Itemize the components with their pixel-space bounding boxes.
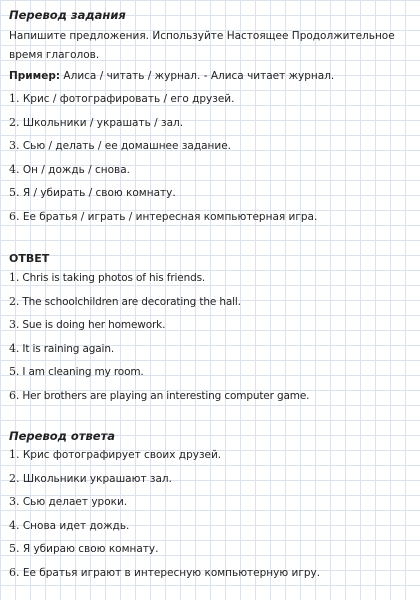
answer-translation-title: Перевод ответа <box>9 429 115 443</box>
item-text: I am cleaning my room. <box>19 366 144 378</box>
list-item <box>9 495 413 509</box>
list-item <box>9 210 413 224</box>
list-item <box>9 295 413 309</box>
list-item <box>9 139 413 153</box>
item-text: Школьники украшают зал. <box>19 472 172 485</box>
list-item <box>9 318 413 332</box>
item-text: It is raining again. <box>19 342 115 355</box>
item-text: Ее братья играют в интересную компьютерную игру. <box>19 566 321 579</box>
item-text: Ее братья / играть / интересная компьютерная игра. <box>19 210 318 223</box>
item-number: 4. <box>9 341 20 355</box>
list-item <box>9 448 413 462</box>
item-text: Я / убирать / свою комнату. <box>19 187 176 199</box>
item-number: 6. <box>9 565 20 579</box>
example-label: Пример: <box>9 70 61 82</box>
list-item <box>9 271 413 285</box>
task-section <box>9 7 413 224</box>
item-number: 2. <box>9 471 20 485</box>
item-text: Сью / делать / ее домашнее задание. <box>19 140 232 152</box>
task-list <box>9 92 413 224</box>
list-item <box>9 342 413 356</box>
section-spacer <box>9 412 413 428</box>
list-item <box>9 186 413 200</box>
item-number: 3. <box>9 495 20 508</box>
item-text: Крис фотографирует своих друзей. <box>19 449 222 461</box>
item-number: 6. <box>9 209 20 223</box>
item-number: 3. <box>9 318 20 331</box>
item-number: 2. <box>9 115 20 129</box>
list-item <box>9 163 413 177</box>
document-page <box>9 7 413 589</box>
answer-translation-section <box>9 428 413 580</box>
item-text: Снова идет дождь. <box>19 519 130 532</box>
list-item <box>9 542 413 556</box>
item-number: 4. <box>9 518 20 532</box>
item-text: Он / дождь / снова. <box>19 163 131 176</box>
item-text: Her brothers are playing an interesting computer game. <box>19 389 310 402</box>
item-number: 1. <box>9 448 20 461</box>
list-item <box>9 472 413 486</box>
list-item <box>9 566 413 580</box>
item-number: 5. <box>9 365 20 378</box>
item-number: 3. <box>9 139 20 152</box>
list-item <box>9 92 413 106</box>
list-item <box>9 365 413 379</box>
item-number: 1. <box>9 92 20 105</box>
list-item <box>9 116 413 130</box>
item-text: Я убираю свою комнату. <box>19 543 159 555</box>
list-item <box>9 519 413 533</box>
item-number: 4. <box>9 162 20 176</box>
item-text: Sue is doing her homework. <box>19 319 166 331</box>
task-example <box>9 68 413 84</box>
example-text: Алиса / читать / журнал. - Алиса читает журнал. <box>60 70 335 82</box>
item-text: Chris is taking photos of his friends. <box>19 272 206 284</box>
list-item <box>9 389 413 403</box>
answer-translation-list <box>9 448 413 580</box>
item-number: 1. <box>9 271 20 284</box>
section-spacer <box>9 233 413 251</box>
item-text: Крис / фотографировать / его друзей. <box>19 93 235 105</box>
task-title: Перевод задания <box>9 8 126 22</box>
item-text: Сью делает уроки. <box>19 496 128 508</box>
task-instruction: Напишите предложения. Используйте Настоящее Продолжительное время глаголов. <box>9 30 395 61</box>
item-number: 5. <box>9 542 20 555</box>
answer-list <box>9 271 413 403</box>
item-text: Школьники / украшать / зал. <box>19 116 184 129</box>
item-number: 6. <box>9 388 20 402</box>
item-text: The schoolchildren are decorating the hall. <box>19 295 241 308</box>
answer-section <box>9 251 413 403</box>
item-number: 2. <box>9 294 20 308</box>
item-number: 5. <box>9 186 20 199</box>
answer-title: ОТВЕТ <box>9 252 50 265</box>
